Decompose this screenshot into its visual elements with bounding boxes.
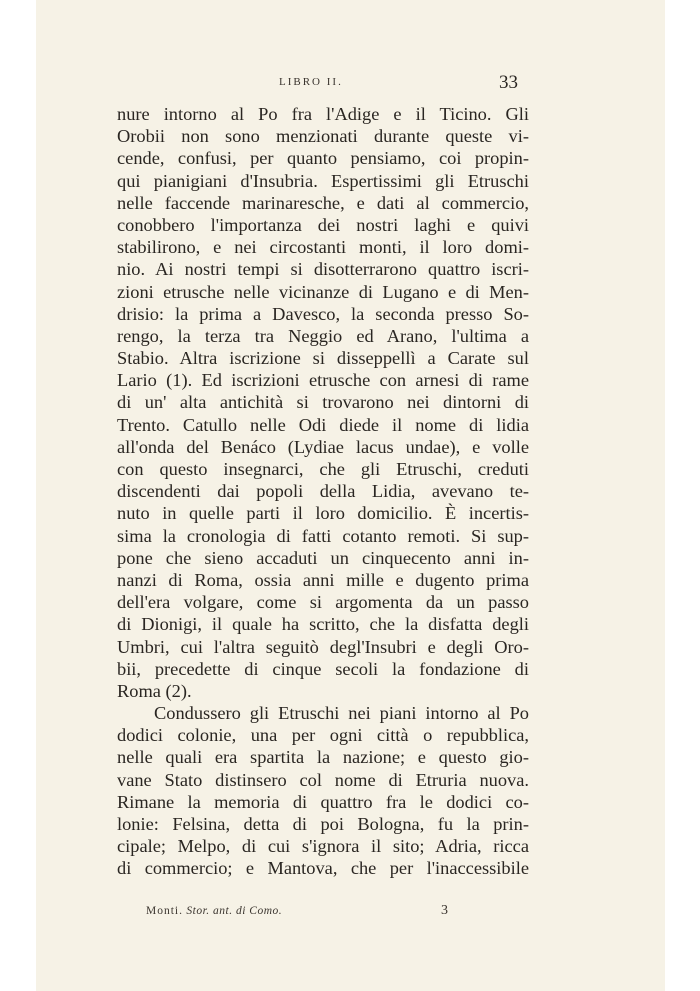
text-line: lonie: Felsina, detta di poi Bologna, fu la prin- <box>117 814 529 834</box>
paragraph-first-line: Condussero gli Etruschi nei piani intorno al Po <box>154 703 529 724</box>
text-line: sima la cronologia di fatti cotanto remoti. Si sup- <box>117 525 529 546</box>
text-line: qui pianigiani d'Insubria. Espertissimi gli Etruschi <box>117 170 529 191</box>
signature-title: Stor. ant. di Como. <box>186 905 283 917</box>
running-head: LIBRO II. <box>279 76 343 88</box>
text-line: dodici colonie, una per ogni città o repubblica, <box>117 725 529 746</box>
text-line: discendenti dai popoli della Lidia, avevano te- <box>117 481 529 502</box>
printer-signature <box>146 905 282 917</box>
text-line: nure intorno al Po fra l'Adige e il Ticino. Gli <box>117 104 529 124</box>
book-page <box>36 0 665 991</box>
text-line: Umbri, cui l'altra seguitò degl'Insubri e degli Oro- <box>117 636 529 657</box>
text-line: nelle faccende marinaresche, e dati al commercio, <box>117 192 529 213</box>
text-line: all'onda del Benáco (Lydiae lacus undae), e volle <box>117 436 529 457</box>
page-header <box>36 72 665 98</box>
text-line: Orobii non sono menzionati durante queste vi- <box>117 126 529 147</box>
text-line: Rimane la memoria di quattro fra le dodici co- <box>117 791 529 812</box>
text-line: drisio: la prima a Davesco, la seconda presso So- <box>117 303 529 324</box>
text-line: dell'era volgare, come si argomenta da un passo <box>117 592 529 613</box>
text-line: bii, precedette di cinque secoli la fondazione di <box>117 658 529 679</box>
text-line: Stabio. Altra iscrizione si disseppellì a Carate sul <box>117 348 529 369</box>
text-line: pone che sieno accaduti un cinquecento anni in- <box>117 547 529 568</box>
text-line: di commercio; e Mantova, che per l'inaccessibile <box>117 858 529 879</box>
text-line: nuto in quelle parti il loro domicilio. È incertis- <box>117 503 529 524</box>
signature-author: Monti. <box>146 905 183 917</box>
page-footer <box>36 901 665 923</box>
signature-number: 3 <box>441 903 448 918</box>
page-number: 33 <box>499 72 518 93</box>
text-line: nanzi di Roma, ossia anni mille e dugento prima <box>117 569 529 590</box>
text-line: con questo insegnarci, che gli Etruschi, creduti <box>117 459 529 479</box>
text-line: vane Stato distinsero col nome di Etruria nuova. <box>117 769 529 790</box>
text-line: stabilirono, e nei circostanti monti, il loro domi- <box>117 237 529 258</box>
text-line: Roma (2). <box>117 680 192 701</box>
body-text <box>117 103 529 880</box>
text-line: cende, confusi, per quanto pensiamo, coi propin- <box>117 148 529 169</box>
text-line: nio. Ai nostri tempi si disotterrarono quattro iscri- <box>117 259 529 280</box>
text-line: conobbero l'importanza dei nostri laghi e quivi <box>117 214 529 235</box>
text-line: zioni etrusche nelle vicinanze di Lugano e di Men- <box>117 281 529 302</box>
text-line: nelle quali era spartita la nazione; e questo gio- <box>117 747 529 768</box>
text-line: di un' alta antichità si trovarono nei dintorni di <box>117 392 529 413</box>
text-line: cipale; Melpo, di cui s'ignora il sito; Adria, ricca <box>117 836 529 857</box>
text-line-odi <box>117 414 529 436</box>
text-line: di Dionigi, il quale ha scritto, che la disfatta degli <box>117 614 529 635</box>
text-line: Lario (1). Ed iscrizioni etrusche con arnesi di rame <box>117 370 529 391</box>
text-line: rengo, la terza tra Neggio ed Arano, l'ultima a <box>117 325 529 346</box>
text-line: Trento. Catullo nelle Odi diede il nome di lidia <box>117 414 529 435</box>
